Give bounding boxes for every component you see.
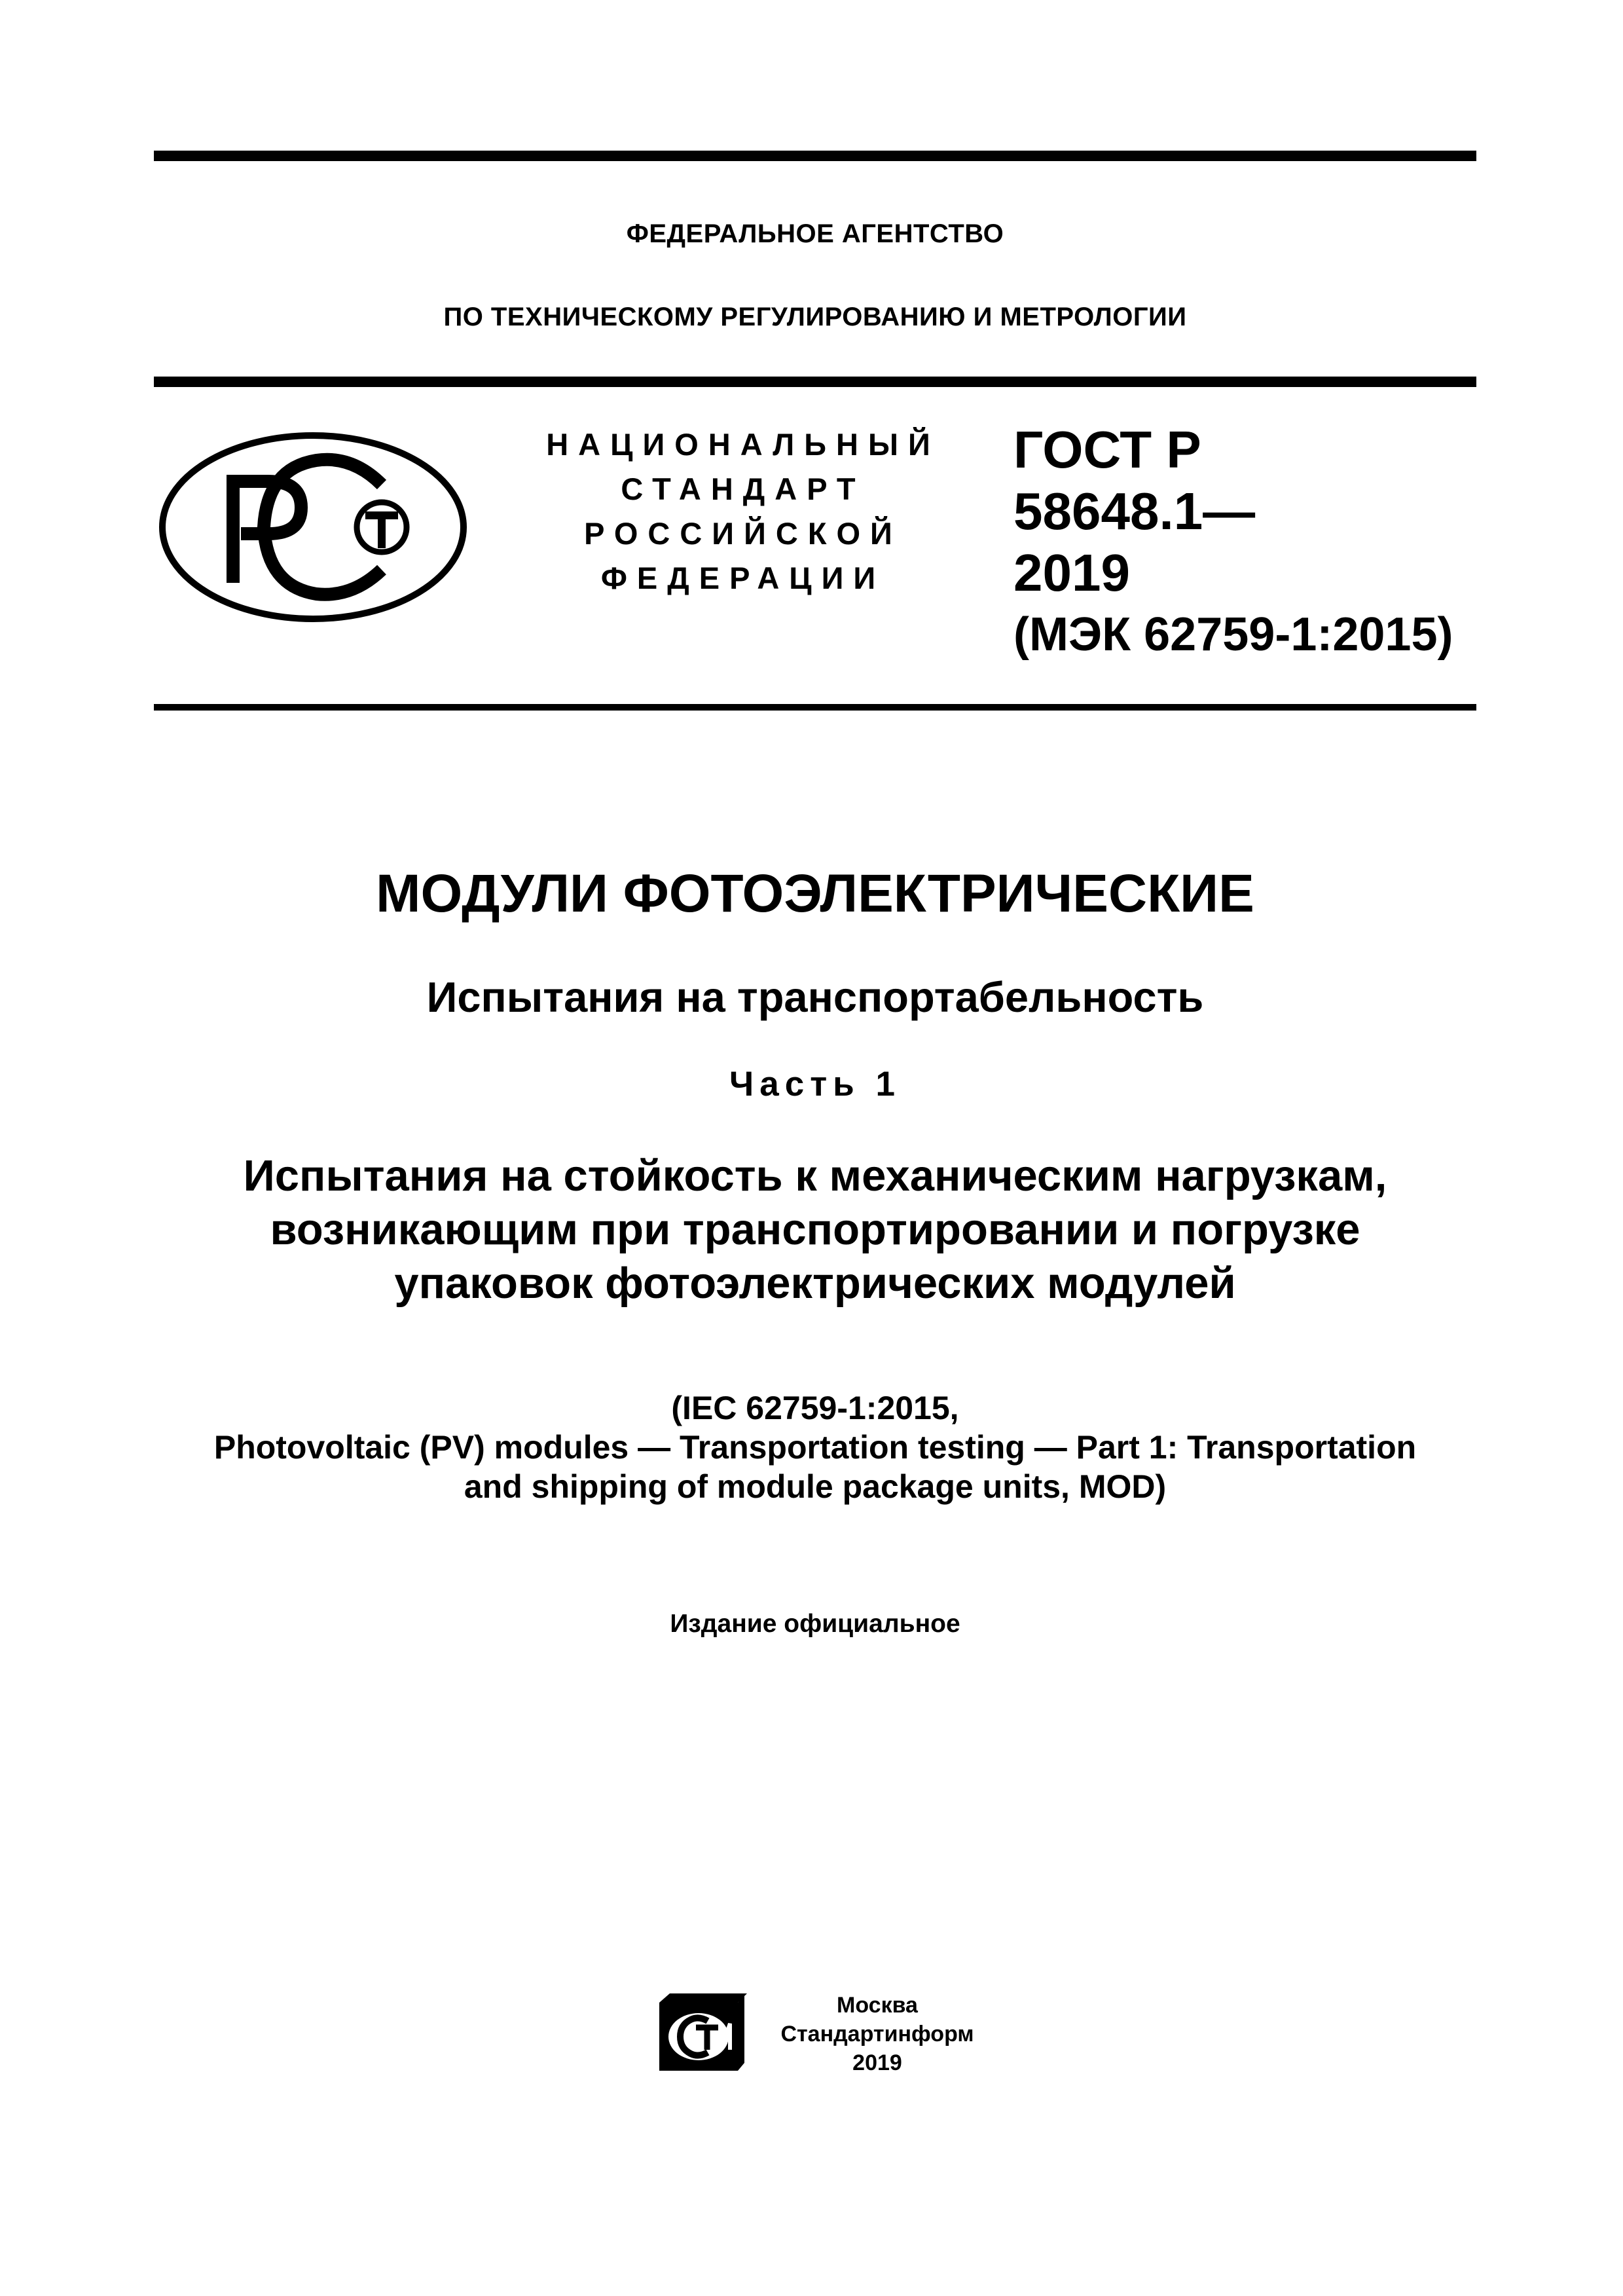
document-title: МОДУЛИ ФОТОЭЛЕКТРИЧЕСКИЕ	[376, 864, 1254, 923]
iec-equivalent: (МЭК 62759-1:2015)	[1013, 608, 1453, 661]
publisher-name: Стандартинформ	[780, 2022, 974, 2046]
standard-code-line: 58648.1—	[1013, 482, 1256, 540]
standard-code-line: 2019	[1013, 544, 1130, 602]
agency-line-2: ПО ТЕХНИЧЕСКОМУ РЕГУЛИРОВАНИЮ И МЕТРОЛОГИИ	[443, 303, 1187, 331]
standartinform-logo-icon	[657, 1991, 747, 2075]
part-title-line: упаковок фотоэлектрических модулей	[394, 1259, 1236, 1308]
standard-type-line: РОССИЙСКОЙ	[584, 516, 902, 551]
header-bottom-rule	[154, 704, 1476, 711]
edition-note: Издание официальное	[670, 1610, 960, 1638]
standard-code	[1013, 419, 1453, 665]
standard-type-line: СТАНДАРТ	[621, 472, 866, 506]
part-title-line: возникающим при транспортировании и погрузке	[270, 1205, 1360, 1254]
publisher-year: 2019	[852, 2050, 902, 2075]
agency-line-1: ФЕДЕРАЛЬНОЕ АГЕНТСТВО	[626, 219, 1004, 248]
iec-reference-line: (IEC 62759-1:2015,	[671, 1390, 959, 1426]
part-title	[154, 1149, 1476, 1310]
top-rule	[154, 151, 1476, 161]
iec-reference-line: and shipping of module package units, MOD)	[464, 1468, 1167, 1505]
publisher-city: Москва	[837, 1993, 918, 2018]
header-rule	[154, 377, 1476, 387]
document-subtitle: Испытания на транспортабельность	[426, 973, 1204, 1021]
standard-type-line: НАЦИОНАЛЬНЫЙ	[546, 427, 940, 462]
part-title-line: Испытания на стойкость к механическим нагрузкам,	[243, 1151, 1387, 1200]
standard-type	[530, 422, 956, 601]
publisher-block	[759, 1991, 995, 2077]
standard-type-line: ФЕДЕРАЦИИ	[600, 561, 886, 595]
standard-code-line: ГОСТ Р	[1013, 420, 1201, 479]
iec-reference	[154, 1388, 1476, 1506]
part-label: Часть 1	[729, 1065, 901, 1103]
rst-logo-icon	[156, 429, 470, 625]
iec-reference-line: Photovoltaic (PV) modules — Transportation testing — Part 1: Transportation	[213, 1429, 1417, 1466]
